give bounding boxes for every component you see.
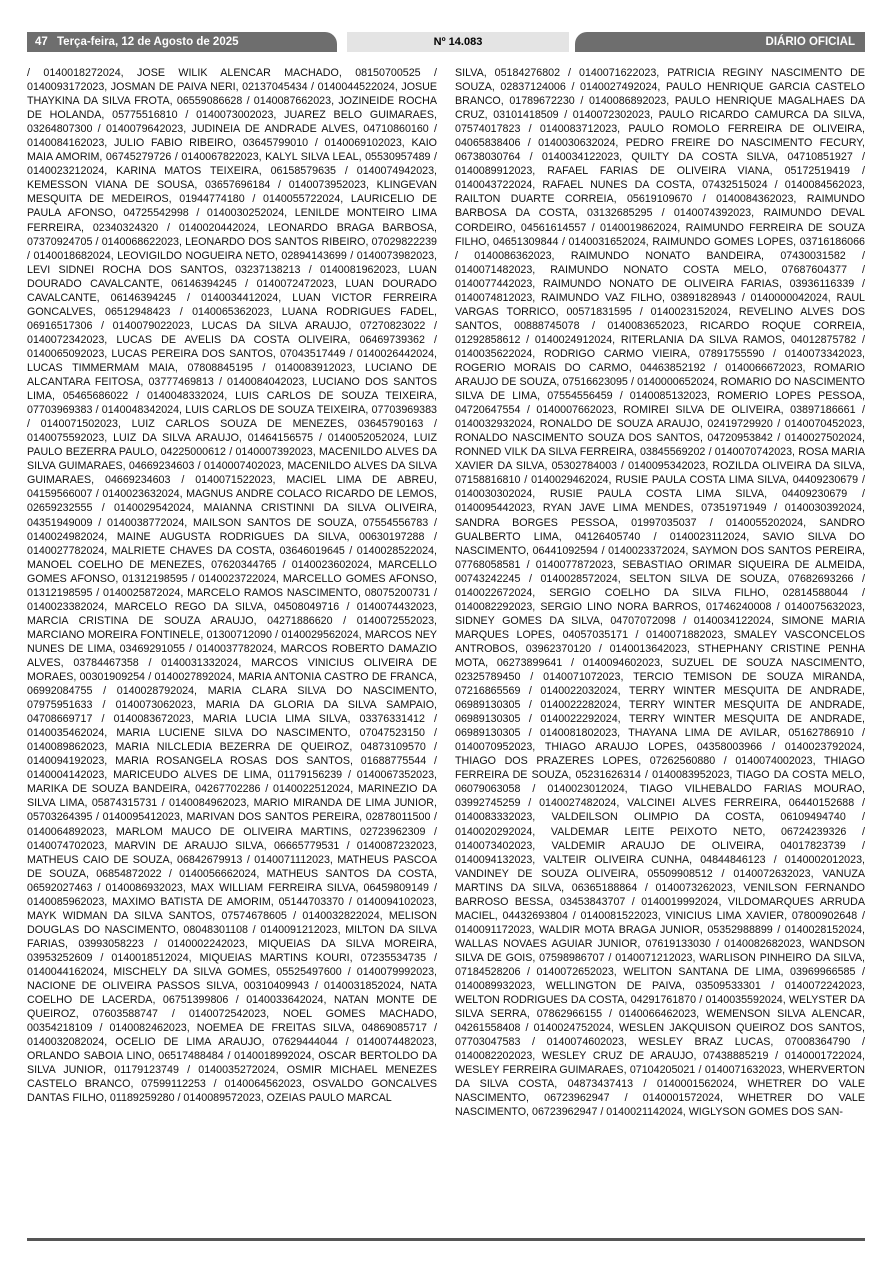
header-date-banner [27,32,337,52]
issue-number: Nº 14.083 [347,32,569,52]
publication-date: Terça-feira, 12 de Agosto de 2025 [57,36,239,48]
publication-title: DIÁRIO OFICIAL [575,32,865,52]
page-number: 47 [35,36,48,48]
footer-rule [27,1238,865,1241]
text-column-right: SILVA, 05184276802 / 0140071622023, PATRICIA REGINY NASCIMENTO DE SOUZA, 02837124006 / 0140027492024, PAULO HENRIQUE GARCIA CASTELO BRANCO, 01789672230 / 0140086892023, PAULO HENRIQUE MAGALHAES DA CRUZ, 03101418509 / 0140072302023, PAULO RICARDO CAMURCA DA SILVA, 07574017823 / 0140083712023, PAULO ROMOLO FERREIRA DE OLIVEIRA, 04065838406 / 0140030632024, PEDRO FREIRE DO NASCIMENTO FECURY, 06738030764 / 0140034122023, QUILTY DA COSTA SILVA, 04710851927 / 0140089912023, RAFAEL FARIAS DE OLIVEIRA VIANA, 05172519419 / 0140043722024, RAFAEL NUNES DA COSTA, 07432515024 / 0140084562023, RAILTON DUARTE CORREIA, 05619109670 / 0140084362023, RAIMUNDO BARBOSA DA COSTA, 03132685295 / 0140074392023, RAIMUNDO DEVAL CORDEIRO, 04561614557 / 0140019862024, RAIMUNDO FERREIRA DE SOUZA FILHO, 04651309844 / 0140031652024, RAIMUNDO GOMES LOPES, 03716186066 / 0140086362023, RAIMUNDO NONATO BANDEIRA, 07430031582 / 0140071482023, RAIMUNDO NONATO COSTA MELO, 07687604377 / 0140077442023, RAIMUNDO NONATO DE OLIVEIRA FARIAS, 03936116339 / 0140074812023, RAIMUNDO VAZ FILHO, 03891828943 / 0140000042024, RAUL VARGAS TORRICO, 00571831595 / 0140023152024, REVELINO ALVES DOS SANTOS, 00888745078 / 0140083652023, RICARDO ROQUE CORREIA, 01292858612 / 0140024912024, RITERLANIA DA SILVA RAMOS, 04012875782 / 0140035622024, RODRIGO CARMO VIEIRA, 07891755590 / 0140073342023, ROGERIO MORAIS DO CARMO, 04463852192 / 0140066672023, ROMARIO ARAUJO DE SOUZA, 07516623095 / 0140000652024, ROMARIO DO NASCIMENTO SILVA DE LIMA, 07554556459 / 0140085132023, ROMERIO LOPES PESSOA, 04720647554 / 0140007662023, ROMIREI SILVA DE OLIVEIRA, 03897186661 / 0140032932024, RONALDO DE SOUZA ARAUJO, 02419729920 / 0140070452023, RONALDO NASCIMENTO SOUZA DOS SANTOS, 04720953842 / 0140027502024, RONNED VILK DA SILVA FERREIRA, 03845569202 / 0140070742023, ROSA MARIA XAVIER DA SILVA, 05302784003 / 0140095342023, ROZILDA OLIVEIRA DA SILVA, 07158816810 / 0140029462024, RUSIE PAULA COSTA LIMA SILVA, 04409230679 / 0140030302024, RUSIE PAULA COSTA LIMA SILVA, 04409230679 / 0140095442023, RYAN JAVE LIMA MENDES, 07351971949 / 0140030392024, SANDRA BORGES PESSOA, 01997035037 / 0140055202024, SANDRO GUALBERTO LIMA, 04126405740 / 0140023112024, SAVIO SILVA DO NASCIMENTO, 06441092594 / 0140023372024, SAYMON DOS SANTOS PEREIRA, 07768058581 / 0140077872023, SEBASTIAO ORIMAR SIQUEIRA DE ALMEIDA, 00743242245 / 0140028572024, SELTON SILVA DE SOUZA, 07682693266 / 0140022672024, SERGIO COELHO DA SILVA FILHO, 02814588044 / 0140082292023, SERGIO LINO NORA BARROS, 01746240008 / 0140075632023, SIDNEY GOMES DA SILVA, 04707072098 / 0140034122024, SIMONE MARIA MARQUES LOPES, 04057035171 / 0140071882023, SMALEY VASCONCELOS ANTROBOS, 03962370120 / 0140013642023, STHEPHANY CRISTINE PENHA MOTA, 06273899641 / 0140094602023, SUZUEL DE SOUZA NASCIMENTO, 02325789450 / 0140071072023, TERCIO TEMISON DE SOUZA MIRANDA, 07216865569 / 0140022032024, TERRY WINTER MESQUITA DE ANDRADE, 06989130305 / 0140022282024, TERRY WINTER MESQUITA DE ANDRADE, 06989130305 / 0140022292024, TERRY WINTER MESQUITA DE ANDRADE, 06989130305 / 0140081802023, THAYANA LIMA DE AVILAR, 05162786910 / 0140070952023, THIAGO ARAUJO LOPES, 04358003966 / 0140023792024, THIAGO DOS PRAZERES LOPES, 07262560880 / 0140074002023, THIAGO FERREIRA DE SOUZA, 05231626314 / 0140083952023, TIAGO DA COSTA MELO, 06079063058 / 0140023012024, TIAGO VILHEBALDO FARIAS MOURAO, 03992745259 / 0140027482024, VALCINEI ALVES FERREIRA, 06440152688 / 0140083332023, VALDEILSON OLIMPIO DA COSTA, 06109494740 / 0140020292024, VALDEMAR LEITE PEIXOTO NETO, 06724239326 / 0140073402023, VALDEMIR ARAUJO DE OLIVEIRA, 04017823739 / 0140094132023, VALTEIR OLIVEIRA CUNHA, 04844846123 / 0140002012023, VANDINEY DE SOUZA OLIVEIRA, 05509908512 / 0140072632023, VANUZA MARTINS DA SILVA, 06365188864 / 0140073262023, VENILSON FERNANDO BARROSO BESSA, 03453843707 / 0140019992024, VILDOMARQUES ARRUDA MACIEL, 04432693804 / 0140081522023, VINICIUS LIMA XAVIER, 07800902648 / 0140091172023, WALDIR MOTA BRAGA JUNIOR, 05352988899 / 0140028152024, WALLAS NOVAES AGUIAR JUNIOR, 07619133030 / 0140082682023, WANDSON SILVA DE GOIS, 07598986707 / 0140071212023, WARLISON PINHEIRO DA SILVA, 07184528206 / 0140072652023, WELITON SANTANA DE LIMA, 03969966585 / 0140089932023, WELLINGTON DE PAIVA, 03509533301 / 0140072242023, WELTON RODRIGUES DA COSTA, 04291761870 / 0140035592024, WELYSTER DA SILVA SERRA, 07862966155 / 0140066462023, WEMENSON SILVA ALENCAR, 04261558408 / 0140024752024, WESLEN JAKQUISON QUEIROZ DOS SANTOS, 07703047583 / 0140074602023, WESLEY BRAZ LUCAS, 07008364790 / 0140082202023, WESLEY CRUZ DE ARAUJO, 07438885219 / 0140001722024, WESLEY FERREIRA GUIMARAES, 07104205021 / 0140071632023, WHERVERTON DA SILVA COSTA, 04873437413 / 0140001562024, WHETRER DO VALE NASCIMENTO, 06723962947 / 0140001572024, WHETRER DO VALE NASCIMENTO, 06723962947 / 0140021142024, WIGLYSON GOMES DOS SAN- [455,67,865,1119]
text-column-left: / 0140018272024, JOSE WILIK ALENCAR MACHADO, 08150700525 / 0140093172023, JOSMAN DE PAIVA NERI, 02137045434 / 0140044522024, JOSUE THAYKINA DA SILVA FROTA, 06559086628 / 0140087662023, JOZINEIDE ROCHA DE HOLANDA, 05775516810 / 0140073002023, JUAREZ BELO GUIMARAES, 03264807300 / 0140079642023, JUDINEIA DE ANDRADE ALVES, 04710860160 / 0140084162023, JULIO FABIO RIBEIRO, 03645799010 / 0140069102023, KAIO MAIA AMORIM, 06745279726 / 0140067822023, KALYL SILVA LEAL, 05530957489 / 0140023212024, KARINA MATOS TEIXEIRA, 06158579635 / 0140074942023, KEMESSON VIANA DE SOUSA, 03657696184 / 0140073952023, KLINGEVAN MESQUITA DE MEDEIROS, 01944774180 / 0140055722024, LAURICELIO DE PAULA AFONSO, 04725542998 / 0140030252024, LENILDE MONTEIRO LIMA FERREIRA, 02340324320 / 0140020442024, LEONARDO BRAGA BARBOSA, 07370924705 / 0140068622023, LEONARDO DOS SANTOS RIBEIRO, 07029822239 / 0140018682024, LEOVIGILDO NOGUEIRA NETO, 02894143699 / 0140073982023, LEVI SIDNEI ROCHA DOS SANTOS, 03237138213 / 0140081962023, LUAN DOURADO CAVALCANTE, 06146394245 / 0140072472023, LUAN DOURADO CAVALCANTE, 06146394245 / 0140034412024, LUAN VICTOR FERREIRA GONCALVES, 06512948423 / 0140065362023, LUANA RODRIGUES FADEL, 06916517306 / 0140079022023, LUCAS DA SILVA ARAUJO, 07270823022 / 0140072342023, LUCAS DE AVELIS DA COSTA OLIVEIRA, 06469739362 / 0140065092023, LUCAS PEREIRA DOS SANTOS, 07043517449 / 0140026442024, LUCAS TIMMERMAM MAIA, 07808845195 / 0140083912023, LUCIANO DE ALCANTARA FEITOSA, 03777469813 / 0140084042023, LUCIANO DOS SANTOS LIMA, 05465686022 / 0140048332024, LUIS CARLOS DE SOUZA TEIXEIRA, 07703969383 / 0140048342024, LUIS CARLOS DE SOUZA TEIXEIRA, 07703969383 / 0140071502023, LUIZ CARLOS SOUZA DE MENEZES, 03645790163 / 0140075592023, LUIZ DA SILVA ARAUJO, 01464156575 / 0140052052024, LUIZ PAULO BEZERRA PAULO, 04225000612 / 0140007392023, MACENILDO ALVES DA SILVA GUIMARAES, 04669234603 / 0140007402023, MACENILDO ALVES DA SILVA GUIMARAES, 04669234603 / 0140071522023, MACIEL LIMA DE ABREU, 04159566007 / 0140023632024, MAGNUS ANDRE COLACO RICARDO DE LEMOS, 02659232555 / 0140029542024, MAIANNA CRISTINNI DA SILVA OLIVEIRA, 04351949009 / 0140038772024, MAILSON SANTOS DE SOUZA, 07554556783 / 0140024982024, MAINE AUGUSTA RODRIGUES DA SILVA, 00630197288 / 0140027782024, MALRIETE CHAVES DA COSTA, 03646019645 / 0140028522024, MANOEL COELHO DE MENEZES, 07620344765 / 0140023602024, MARCELLO GOMES AFONSO, 01312198595 / 0140023722024, MARCELLO GOMES AFONSO, 01312198595 / 0140025872024, MARCELO RAMOS NASCIMENTO, 08075200731 / 0140023382024, MARCELO REGO DA SILVA, 04508049716 / 0140074432023, MARCIA CRISTINA DE SOUZA ARAUJO, 04271886620 / 0140072552023, MARCIANO MOREIRA FONTINELE, 01300712090 / 0140029562024, MARCOS NEY NUNES DE LIMA, 03469291055 / 0140037782024, MARCOS ROBERTO DAMAZIO ALVES, 03784467358 / 0140031332024, MARCOS VINICIUS OLIVEIRA DE MORAES, 00301909254 / 0140027892024, MARIA ANTONIA CASTRO DE FRANCA, 06992084755 / 0140028792024, MARIA CLARA SILVA DO NASCIMENTO, 07975951633 / 0140073062023, MARIA DA GLORIA DA SILVA SAMPAIO, 04708669717 / 0140083672023, MARIA LUCIA LIMA SILVA, 03376331412 / 0140035462024, MARIA LUCIENE SILVA DO NASCIMENTO, 07047523150 / 0140089862023, MARIA NILCLEDIA BEZERRA DE QUEIROZ, 04873109570 / 0140094192023, MARIA ROSANGELA ROSAS DOS SANTOS, 01688775544 / 0140004142023, MARICEUDO ALVES DE LIMA, 01179156239 / 0140067352023, MARIKA DE SOUZA BANDEIRA, 04267702286 / 0140022512024, MARINEZIO DA SILVA LIMA, 05874315731 / 0140084962023, MARIO MIRANDA DE LIMA JUNIOR, 05703264395 / 0140095412023, MARIVAN DOS SANTOS PEREIRA, 02878011500 / 0140064892023, MARLOM MAUCO DE OLIVEIRA MARTINS, 02723962309 / 0140074702023, MARVIN DE ARAUJO SILVA, 06665779531 / 0140087232023, MATHEUS CAIO DE SOUZA, 06842679913 / 0140071112023, MATHEUS PASCOA DE SOUZA, 06854872022 / 0140056662024, MATHEUS SANTOS DA COSTA, 06592027463 / 0140086932023, MAX WILLIAM FERREIRA SILVA, 06459809149 / 0140085962023, MAXIMO BATISTA DE AMORIM, 05144703370 / 0140094102023, MAYK WIDMAN DA SILVA SANTOS, 07574678605 / 0140032822024, MELISON DOUGLAS DO NASCIMENTO, 08048301108 / 0140091212023, MILTON DA SILVA FARIAS, 03993058223 / 0140002242023, MIQUEIAS DA SILVA MOREIRA, 03953252609 / 0140018512024, MIQUEIAS MARTINS KOURI, 07235534735 / 0140044162024, MISCHELY DA SILVA GOMES, 05525497600 / 0140079992023, NACIONE DE OLIVEIRA PASSOS SILVA, 00310409943 / 0140031852024, NATA COELHO DE LACERDA, 06751399806 / 0140033642024, NATAN MONTE DE QUEIROZ, 07603588747 / 0140072542023, NOEL GOMES MACHADO, 00354218109 / 0140082462023, NOEMEA DE FREITAS SILVA, 04869085717 / 0140032082024, OCELIO DE LIMA ARAUJO, 07629444044 / 0140074482023, ORLANDO SABOIA LINO, 06517488484 / 0140018992024, OSCAR BERTOLDO DA SILVA JUNIOR, 01179123749 / 0140035272024, OSMIR MICHAEL MENEZES CASTELO BRANCO, 07599112253 / 0140064562023, OSVALDO GONCALVES DANTAS FILHO, 01189259280 / 0140089572023, OZEIAS PAULO MARCAL [27,67,437,1105]
page-header [27,32,865,52]
